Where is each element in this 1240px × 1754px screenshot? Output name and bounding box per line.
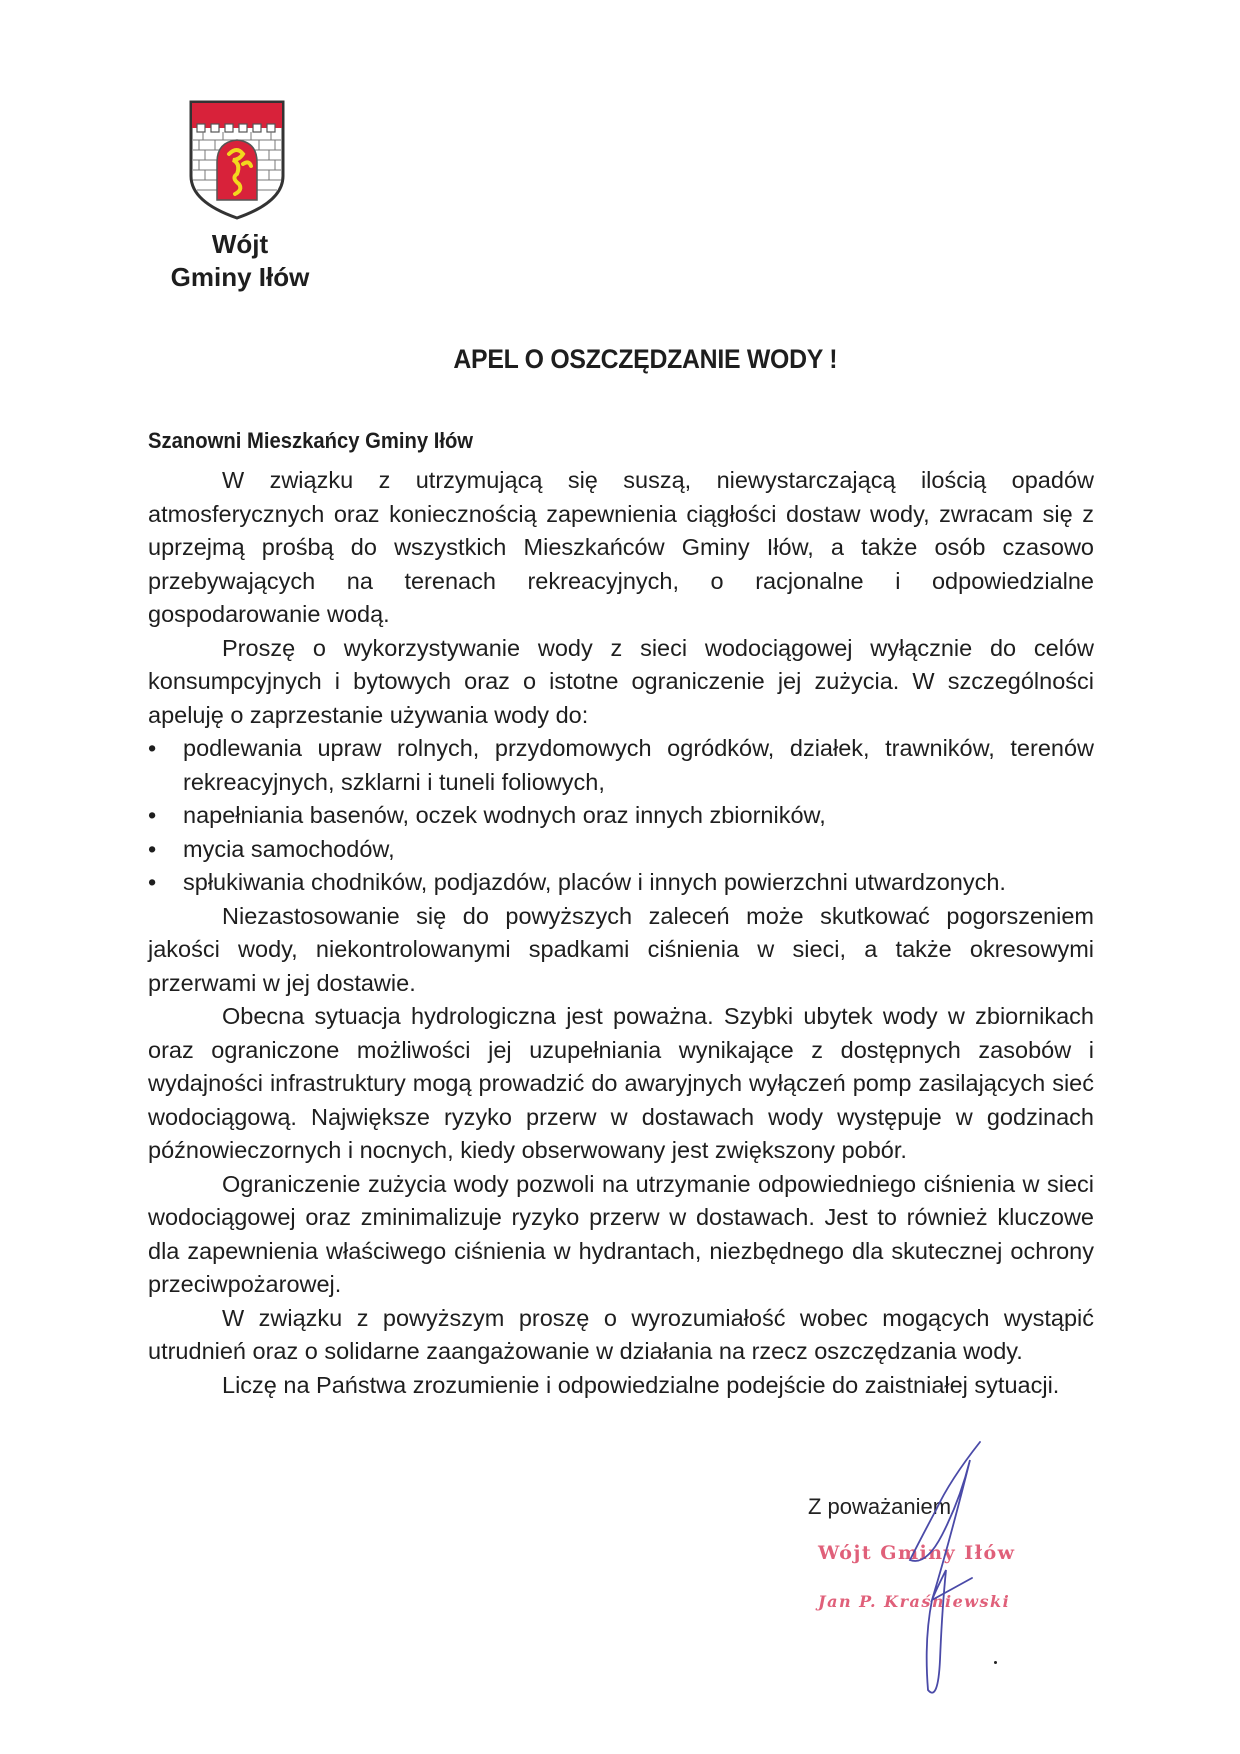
paragraph: Proszę o wykorzystywanie wody z sieci wodociągowej wyłącznie do celów konsumpcyjnych i bytowych oraz o istotne ograniczenie jej zużycia. W szczególności apeluję o zaprzestanie używania wody do:: [148, 634, 1094, 728]
ink-dot: [994, 1661, 997, 1664]
paragraph: Niezastosowanie się do powyższych zaleceń może skutkować pogorszeniem jakości wody, niekontrolowanymi spadkami ciśnienia w sieci, a także okresowymi przerwami w jej dostawie.: [148, 902, 1094, 996]
document-title: APEL O OSZCZĘDZANIE WODY !: [453, 344, 838, 374]
official-stamp-name: Jan P. Kraśniewski: [818, 1592, 1011, 1611]
bullet-icon: •: [148, 802, 157, 828]
bullet-icon: •: [148, 869, 157, 895]
restriction-list: [148, 732, 1094, 900]
list-item: • spłukiwania chodników, podjazdów, placów i innych powierzchni utwardzonych.: [148, 866, 1094, 900]
issuer-heading: [150, 228, 330, 294]
list-item: • mycia samochodów,: [148, 833, 1094, 867]
paragraph: W związku z utrzymującą się suszą, niewystarczającą ilością opadów atmosferycznych oraz koniecznością zapewnienia ciągłości dostaw wody, zwracam się z uprzejmą prośbą do wszystkich Mieszkańców Gminy Iłów, a także osób czasowo przebywających na terenach rekreacyjnych, o racjonalne i odpowiedzialne gospodarowanie wodą.: [148, 467, 1094, 627]
salutation: Szanowni Mieszkańcy Gminy Iłów: [148, 428, 474, 453]
list-item: • podlewania upraw rolnych, przydomowych ogródków, działek, trawników, terenów rekreacyjnych, szklarni i tuneli foliowych,: [148, 732, 1094, 799]
issuer-title: Wójt: [211, 229, 269, 259]
official-stamp-title: Wójt Gminy Iłów: [818, 1542, 1016, 1564]
handwritten-signature-icon: [880, 1440, 1000, 1710]
paragraph: W związku z powyższym proszę o wyrozumiałość wobec mogących wystąpić utrudnień oraz o solidarne zaangażowanie w działania na rzecz oszczędzania wody.: [148, 1304, 1094, 1364]
paragraph: Liczę na Państwa zrozumienie i odpowiedzialne podejście do zaistniałej sytuacji.: [222, 1371, 1060, 1398]
bullet-icon: •: [148, 835, 157, 862]
coat-of-arms-icon: [187, 98, 287, 222]
closing-regards: Z poważaniem: [808, 1494, 952, 1519]
list-item: • napełniania basenów, oczek wodnych oraz innych zbiorników,: [148, 799, 1094, 833]
issuer-municipality: Gminy Iłów: [170, 262, 310, 292]
letter-body: [148, 464, 1094, 1402]
paragraph: Obecna sytuacja hydrologiczna jest poważna. Szybki ubytek wody w zbiornikach oraz ograniczone możliwości jej uzupełniania wynikające z dostępnych zasobów i wydajności infrastruktury mogą prowadzić do awaryjnych wyłączeń pomp zasilających sieć wodociągową. Największe ryzyko przerw w dostawach wody występuje w godzinach późnowieczornych i nocnych, kiedy obserwowany jest zwiększony pobór.: [148, 1003, 1094, 1163]
paragraph: Ograniczenie zużycia wody pozwoli na utrzymanie odpowiedniego ciśnienia w sieci wodociągowej oraz zminimalizuje ryzyko przerw w dostawach. Jest to również kluczowe dla zapewnienia właściwego ciśnienia w hydrantach, niezbędnego dla skutecznej ochrony przeciwpożarowej.: [148, 1170, 1094, 1297]
bullet-icon: •: [148, 735, 157, 761]
